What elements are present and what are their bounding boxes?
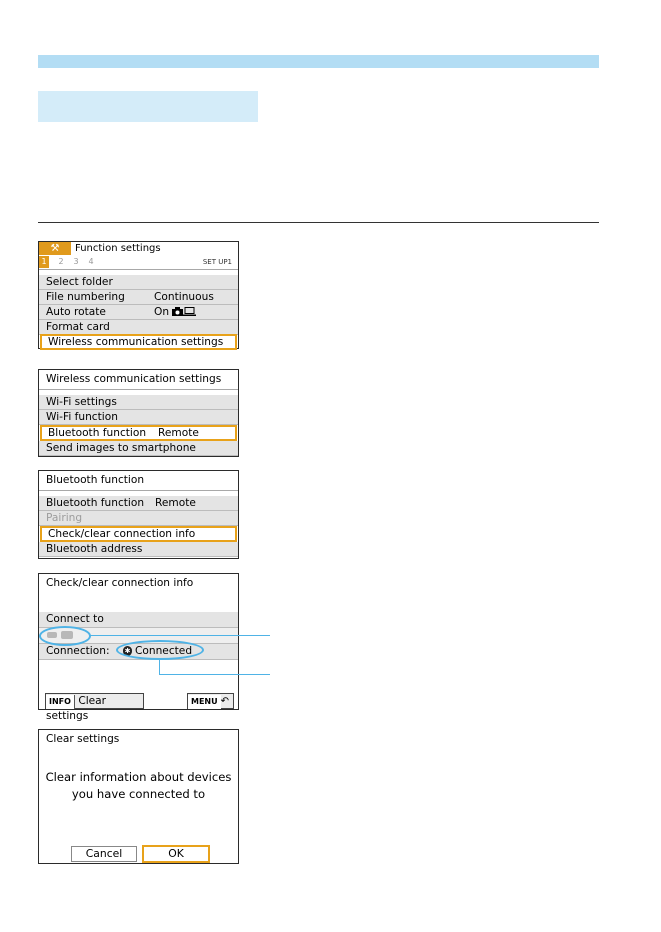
- tab-3[interactable]: 3: [73, 257, 79, 266]
- menu-back-button[interactable]: [187, 693, 234, 709]
- menu-item-auto-rotate[interactable]: [39, 305, 238, 320]
- ok-button[interactable]: OK: [142, 845, 210, 863]
- menu-item-send-images[interactable]: [39, 441, 238, 456]
- menu-item-label: Bluetooth function: [48, 427, 147, 439]
- menu-item-bluetooth-function[interactable]: [40, 425, 237, 441]
- tab-1[interactable]: 1: [39, 256, 49, 268]
- wireless-settings-screen: [38, 369, 239, 457]
- menu-item-value: Remote: [158, 427, 199, 439]
- menu-item-label: File numbering: [46, 291, 125, 303]
- menu-item-label: Wi-Fi settings: [46, 396, 117, 408]
- menu-item-label: Pairing: [46, 512, 83, 524]
- menu-item-label: Format card: [46, 321, 110, 333]
- menu-item-label: Bluetooth address: [46, 543, 143, 555]
- function-settings-screen: [38, 241, 239, 349]
- menu-item-label: Select folder: [46, 276, 113, 288]
- menu-item-bluetooth-function[interactable]: [39, 496, 238, 511]
- menu-item-file-numbering[interactable]: [39, 290, 238, 305]
- menu-item-label: Bluetooth function: [46, 497, 145, 509]
- menu-item-value: Remote: [155, 497, 196, 509]
- screen-title: Check/clear connection info: [39, 574, 238, 593]
- dialog-message-line1: Clear information about devices: [45, 770, 232, 784]
- return-icon: ↶: [220, 696, 230, 707]
- bluetooth-icon: ✱: [124, 647, 131, 655]
- status-callout-ellipse: [116, 640, 204, 660]
- camera-icon: [172, 307, 183, 316]
- wrench-icon: ⚒: [39, 242, 71, 255]
- menu-item-wifi-function[interactable]: [39, 410, 238, 425]
- device-callout-line: [90, 635, 270, 636]
- menu-item-label: Wi-Fi function: [46, 411, 118, 423]
- subsection-header-bar: [38, 91, 258, 122]
- connection-label: Connection:: [46, 645, 110, 657]
- status-callout-line: [159, 674, 270, 675]
- menu-item-wifi-settings[interactable]: [39, 395, 238, 410]
- cancel-button[interactable]: Cancel: [71, 846, 137, 862]
- menu-item-value: Continuous: [154, 291, 214, 303]
- screen-tab-header: [39, 242, 238, 270]
- screen-title: Bluetooth function: [39, 471, 238, 491]
- clear-settings-label: Clear settings: [46, 695, 107, 722]
- connect-to-label: Connect to: [46, 613, 104, 625]
- dialog-message-line2: you have connected to: [71, 787, 206, 801]
- screen-title: Function settings: [75, 243, 161, 254]
- menu-item-format-card[interactable]: [39, 320, 238, 335]
- menu-item-label: Check/clear connection info: [48, 528, 196, 540]
- tab-hint: SET UP1: [202, 258, 232, 266]
- connection-status: Connected: [135, 645, 193, 657]
- menu-key: MENU: [188, 695, 221, 709]
- clear-settings-button[interactable]: [45, 693, 144, 722]
- menu-item-label: Send images to smartphone: [46, 442, 196, 454]
- menu-item-select-folder[interactable]: [39, 275, 238, 290]
- menu-item-value: On: [154, 306, 170, 318]
- clear-settings-dialog: [38, 729, 239, 864]
- menu-item-label: Wireless communication settings: [48, 336, 224, 348]
- menu-item-label: Auto rotate: [46, 306, 106, 318]
- menu-item-check-clear-info[interactable]: [40, 526, 237, 542]
- status-callout-stem: [159, 660, 160, 674]
- tab-2[interactable]: 2: [58, 257, 64, 266]
- menu-item-bluetooth-address[interactable]: [39, 542, 238, 557]
- info-key: INFO: [46, 695, 75, 709]
- section-header-bar: [38, 55, 599, 68]
- computer-icon: [183, 307, 196, 316]
- bluetooth-function-screen: [38, 470, 239, 559]
- device-callout-ellipse: [39, 626, 91, 646]
- auto-rotate-value: [154, 305, 196, 319]
- divider-line: [38, 222, 599, 223]
- screen-title: Wireless communication settings: [39, 370, 238, 390]
- dialog-title: Clear settings: [39, 730, 238, 749]
- menu-item-wireless-settings[interactable]: [40, 334, 237, 350]
- tab-4[interactable]: 4: [88, 257, 94, 266]
- menu-item-pairing[interactable]: [39, 511, 238, 526]
